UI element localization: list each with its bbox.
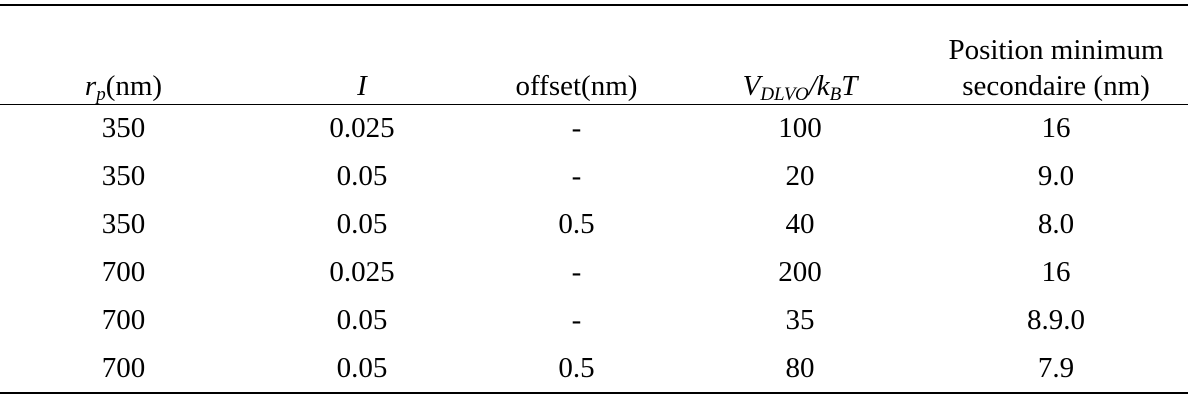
cell-ionic: 0.05 xyxy=(336,208,388,240)
cell-vdlvo: 35 xyxy=(785,304,815,336)
bottom-rule xyxy=(0,392,1188,394)
cell-vdlvo: 100 xyxy=(778,112,822,144)
cell-rp: 350 xyxy=(101,112,146,144)
header-position-minimum: Position minimum secondaire (nm) xyxy=(948,34,1164,102)
cell-offset: 0.5 xyxy=(558,352,595,384)
cell-ionic: 0.05 xyxy=(336,352,388,384)
table-row xyxy=(0,200,1188,248)
cell-ionic: 0.05 xyxy=(336,160,388,192)
cell-offset: - xyxy=(571,160,582,192)
table-row xyxy=(0,152,1188,200)
cell-rp: 700 xyxy=(101,352,146,384)
cell-position: 16 xyxy=(1041,256,1071,288)
cell-vdlvo: 80 xyxy=(785,352,815,384)
cell-position: 8.0 xyxy=(1037,208,1075,240)
table-row xyxy=(0,296,1188,344)
header-ionic-strength: I xyxy=(357,70,367,102)
data-table xyxy=(0,6,1188,392)
cell-rp: 700 xyxy=(101,304,146,336)
header-vdlvo: $V_{DLVO}/k_BT$ xyxy=(742,70,858,105)
cell-offset: - xyxy=(571,256,582,288)
header-particle-radius: $r_p(nm)$ xyxy=(84,70,163,105)
cell-vdlvo: 20 xyxy=(785,160,815,192)
header-offset: offset(nm) xyxy=(515,70,638,102)
cell-offset: - xyxy=(571,112,582,144)
table-row xyxy=(0,344,1188,392)
table-row xyxy=(0,104,1188,152)
cell-position: 9.0 xyxy=(1037,160,1075,192)
cell-ionic: 0.05 xyxy=(336,304,388,336)
cell-rp: 350 xyxy=(101,160,146,192)
cell-offset: 0.5 xyxy=(558,208,595,240)
cell-vdlvo: 40 xyxy=(785,208,815,240)
cell-position: 8.9.0 xyxy=(1027,304,1085,336)
header-row xyxy=(0,6,1188,104)
cell-ionic: 0.025 xyxy=(329,112,395,144)
cell-position: 7.9 xyxy=(1037,352,1075,384)
cell-vdlvo: 200 xyxy=(778,256,822,288)
cell-rp: 350 xyxy=(101,208,146,240)
table-row xyxy=(0,248,1188,296)
cell-offset: - xyxy=(571,304,582,336)
cell-position: 16 xyxy=(1041,112,1071,144)
cell-ionic: 0.025 xyxy=(329,256,395,288)
cell-rp: 700 xyxy=(101,256,146,288)
